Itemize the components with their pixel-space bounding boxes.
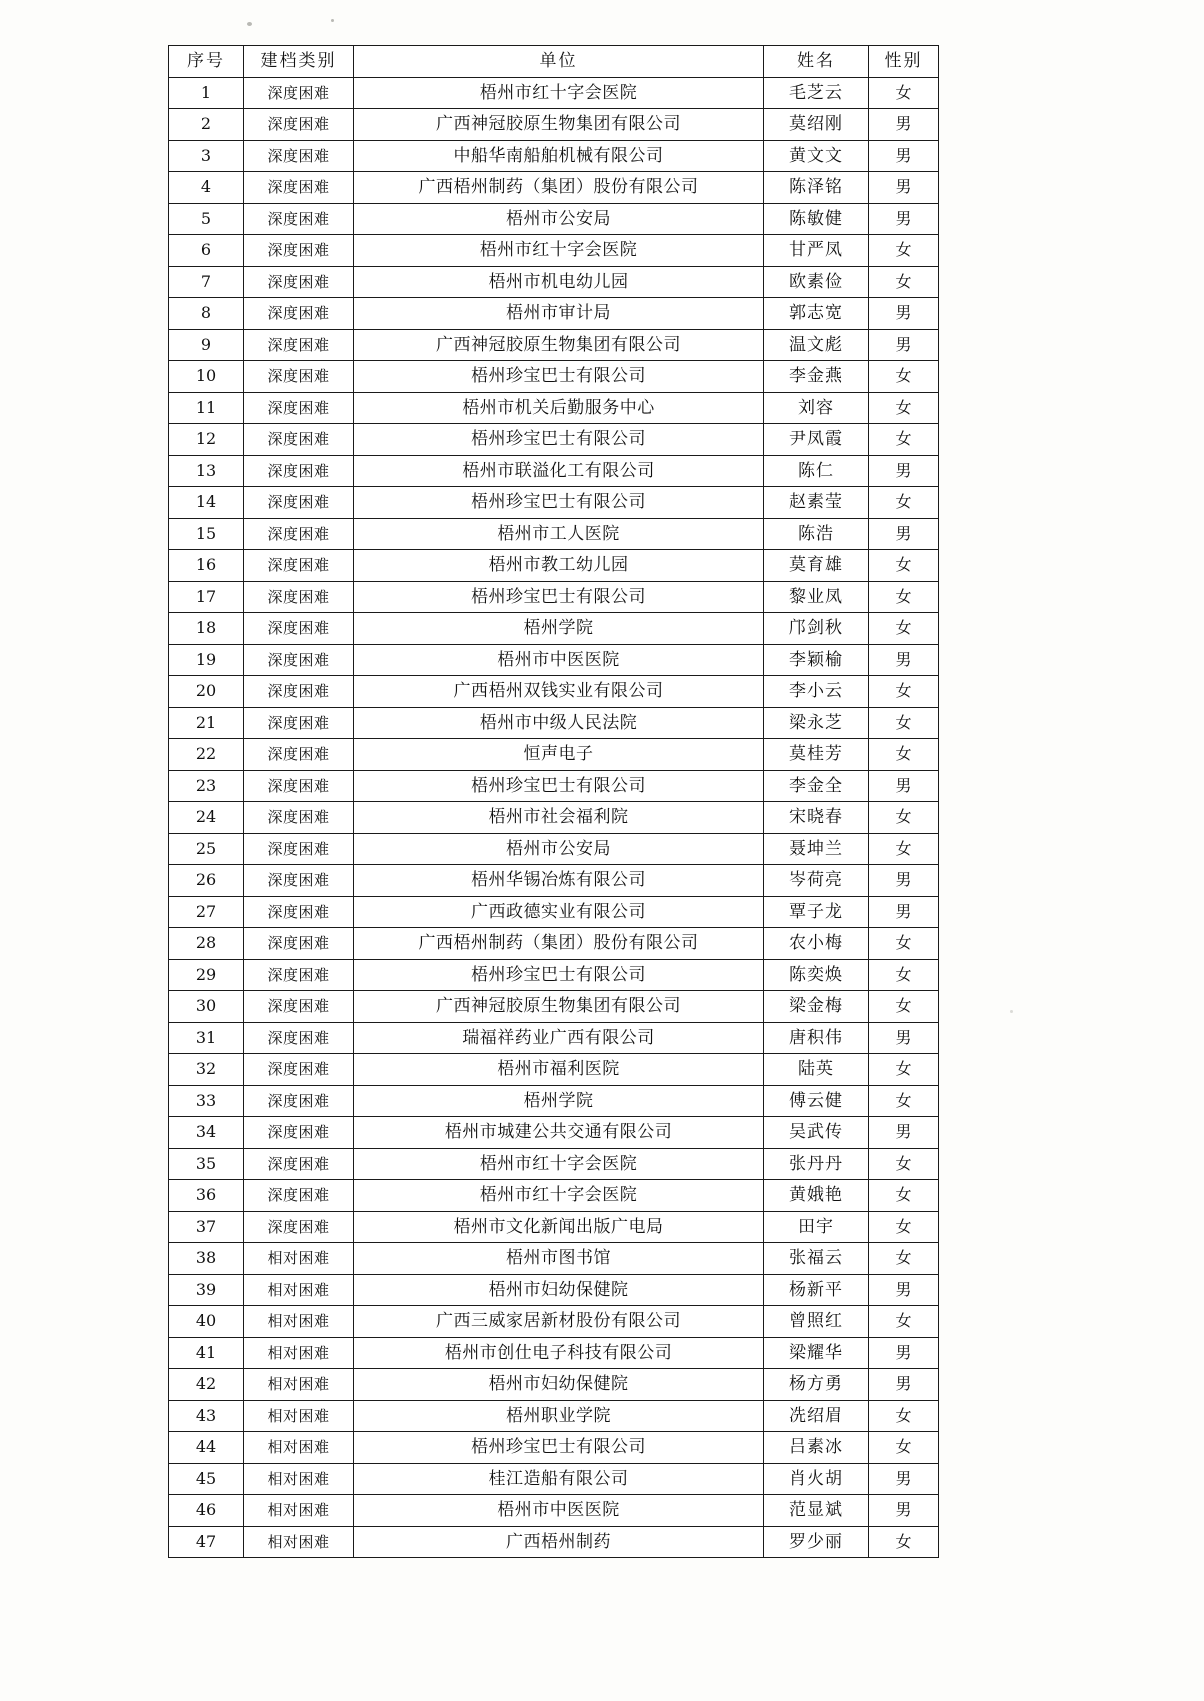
table-row xyxy=(169,1337,939,1369)
cell-category: 深度困难 xyxy=(244,298,354,330)
cell-gender: 男 xyxy=(869,1274,939,1306)
cell-name: 傅云健 xyxy=(764,1085,869,1117)
cell-index: 6 xyxy=(169,235,244,267)
cell-unit: 梧州市红十字会医院 xyxy=(354,235,764,267)
cell-unit: 梧州珍宝巴士有限公司 xyxy=(354,487,764,519)
cell-name: 甘严凤 xyxy=(764,235,869,267)
cell-name: 罗少丽 xyxy=(764,1526,869,1558)
cell-unit: 梧州学院 xyxy=(354,1085,764,1117)
cell-unit: 梧州市妇幼保健院 xyxy=(354,1274,764,1306)
roster-table xyxy=(168,45,939,1558)
cell-name: 莫桂芳 xyxy=(764,739,869,771)
table-row xyxy=(169,739,939,771)
cell-category: 相对困难 xyxy=(244,1243,354,1275)
cell-index: 32 xyxy=(169,1054,244,1086)
cell-gender: 女 xyxy=(869,1306,939,1338)
cell-unit: 梧州市机关后勤服务中心 xyxy=(354,392,764,424)
scan-speck xyxy=(1010,1010,1013,1013)
cell-name: 陈仁 xyxy=(764,455,869,487)
cell-unit: 梧州学院 xyxy=(354,613,764,645)
cell-unit: 梧州华锡冶炼有限公司 xyxy=(354,865,764,897)
cell-unit: 梧州珍宝巴士有限公司 xyxy=(354,770,764,802)
cell-name: 陈奕焕 xyxy=(764,959,869,991)
table-row xyxy=(169,298,939,330)
cell-category: 深度困难 xyxy=(244,581,354,613)
cell-index: 42 xyxy=(169,1369,244,1401)
cell-unit: 恒声电子 xyxy=(354,739,764,771)
cell-unit: 广西梧州制药 xyxy=(354,1526,764,1558)
cell-gender: 女 xyxy=(869,707,939,739)
cell-index: 9 xyxy=(169,329,244,361)
cell-name: 赵素莹 xyxy=(764,487,869,519)
table-row xyxy=(169,833,939,865)
cell-index: 17 xyxy=(169,581,244,613)
table-row xyxy=(169,1400,939,1432)
cell-unit: 广西政德实业有限公司 xyxy=(354,896,764,928)
cell-gender: 男 xyxy=(869,1117,939,1149)
cell-category: 深度困难 xyxy=(244,235,354,267)
table-row xyxy=(169,109,939,141)
table-body xyxy=(169,77,939,1558)
cell-index: 22 xyxy=(169,739,244,771)
cell-name: 张丹丹 xyxy=(764,1148,869,1180)
cell-gender: 女 xyxy=(869,77,939,109)
cell-category: 深度困难 xyxy=(244,550,354,582)
table-row xyxy=(169,1306,939,1338)
cell-gender: 男 xyxy=(869,455,939,487)
cell-unit: 梧州市中医医院 xyxy=(354,1495,764,1527)
cell-index: 44 xyxy=(169,1432,244,1464)
table-row xyxy=(169,1054,939,1086)
table-row xyxy=(169,1180,939,1212)
cell-unit: 梧州市中医医院 xyxy=(354,644,764,676)
table-row xyxy=(169,802,939,834)
cell-category: 深度困难 xyxy=(244,896,354,928)
cell-category: 深度困难 xyxy=(244,1180,354,1212)
table-row xyxy=(169,487,939,519)
table-row xyxy=(169,140,939,172)
cell-name: 岑荷亮 xyxy=(764,865,869,897)
scan-speck xyxy=(331,19,334,22)
cell-name: 莫绍刚 xyxy=(764,109,869,141)
cell-index: 26 xyxy=(169,865,244,897)
table-row xyxy=(169,77,939,109)
cell-unit: 梧州市红十字会医院 xyxy=(354,77,764,109)
cell-unit: 梧州市红十字会医院 xyxy=(354,1148,764,1180)
cell-index: 18 xyxy=(169,613,244,645)
cell-name: 曾照红 xyxy=(764,1306,869,1338)
cell-category: 相对困难 xyxy=(244,1495,354,1527)
table-row xyxy=(169,172,939,204)
cell-gender: 男 xyxy=(869,203,939,235)
cell-unit: 梧州市福利医院 xyxy=(354,1054,764,1086)
column-header-category: 建档类别 xyxy=(244,46,354,78)
table-row xyxy=(169,613,939,645)
cell-gender: 女 xyxy=(869,1432,939,1464)
cell-name: 尹凤霞 xyxy=(764,424,869,456)
cell-category: 深度困难 xyxy=(244,833,354,865)
cell-name: 杨新平 xyxy=(764,1274,869,1306)
cell-category: 深度困难 xyxy=(244,991,354,1023)
cell-gender: 男 xyxy=(869,1337,939,1369)
cell-gender: 女 xyxy=(869,1526,939,1558)
cell-gender: 女 xyxy=(869,739,939,771)
cell-gender: 女 xyxy=(869,392,939,424)
table-row xyxy=(169,1211,939,1243)
cell-unit: 桂江造船有限公司 xyxy=(354,1463,764,1495)
table-row xyxy=(169,424,939,456)
cell-gender: 女 xyxy=(869,613,939,645)
cell-gender: 男 xyxy=(869,1495,939,1527)
table-row xyxy=(169,1274,939,1306)
table-row xyxy=(169,865,939,897)
cell-index: 36 xyxy=(169,1180,244,1212)
cell-index: 14 xyxy=(169,487,244,519)
cell-gender: 男 xyxy=(869,109,939,141)
table-row xyxy=(169,1495,939,1527)
cell-gender: 男 xyxy=(869,896,939,928)
cell-category: 深度困难 xyxy=(244,77,354,109)
cell-index: 19 xyxy=(169,644,244,676)
cell-name: 温文彪 xyxy=(764,329,869,361)
cell-index: 2 xyxy=(169,109,244,141)
cell-category: 深度困难 xyxy=(244,487,354,519)
cell-name: 范显斌 xyxy=(764,1495,869,1527)
cell-category: 深度困难 xyxy=(244,455,354,487)
cell-category: 深度困难 xyxy=(244,802,354,834)
cell-index: 43 xyxy=(169,1400,244,1432)
table-row xyxy=(169,770,939,802)
cell-gender: 女 xyxy=(869,487,939,519)
cell-unit: 广西梧州制药（集团）股份有限公司 xyxy=(354,928,764,960)
cell-name: 田宇 xyxy=(764,1211,869,1243)
scan-speck xyxy=(247,22,252,26)
cell-index: 11 xyxy=(169,392,244,424)
table-header xyxy=(169,46,939,78)
cell-name: 李小云 xyxy=(764,676,869,708)
cell-category: 深度困难 xyxy=(244,1022,354,1054)
cell-unit: 梧州市城建公共交通有限公司 xyxy=(354,1117,764,1149)
cell-unit: 梧州珍宝巴士有限公司 xyxy=(354,581,764,613)
column-header-name: 姓名 xyxy=(764,46,869,78)
table-row xyxy=(169,550,939,582)
cell-index: 23 xyxy=(169,770,244,802)
cell-gender: 女 xyxy=(869,833,939,865)
cell-name: 覃子龙 xyxy=(764,896,869,928)
cell-name: 冼绍眉 xyxy=(764,1400,869,1432)
cell-index: 29 xyxy=(169,959,244,991)
cell-index: 31 xyxy=(169,1022,244,1054)
cell-index: 1 xyxy=(169,77,244,109)
cell-index: 24 xyxy=(169,802,244,834)
cell-unit: 广西梧州双钱实业有限公司 xyxy=(354,676,764,708)
cell-gender: 男 xyxy=(869,1369,939,1401)
cell-name: 黄文文 xyxy=(764,140,869,172)
cell-name: 聂坤兰 xyxy=(764,833,869,865)
cell-unit: 梧州市公安局 xyxy=(354,203,764,235)
cell-index: 15 xyxy=(169,518,244,550)
table-row xyxy=(169,455,939,487)
cell-index: 3 xyxy=(169,140,244,172)
column-header-gender: 性别 xyxy=(869,46,939,78)
cell-name: 杨方勇 xyxy=(764,1369,869,1401)
table-row xyxy=(169,959,939,991)
cell-unit: 广西神冠胶原生物集团有限公司 xyxy=(354,109,764,141)
cell-index: 10 xyxy=(169,361,244,393)
cell-name: 李金全 xyxy=(764,770,869,802)
cell-unit: 梧州市红十字会医院 xyxy=(354,1180,764,1212)
table-row xyxy=(169,1463,939,1495)
cell-name: 吕素冰 xyxy=(764,1432,869,1464)
cell-category: 相对困难 xyxy=(244,1526,354,1558)
cell-gender: 男 xyxy=(869,770,939,802)
table-row xyxy=(169,581,939,613)
cell-category: 深度困难 xyxy=(244,770,354,802)
cell-category: 相对困难 xyxy=(244,1306,354,1338)
cell-gender: 女 xyxy=(869,1400,939,1432)
cell-category: 相对困难 xyxy=(244,1274,354,1306)
cell-index: 37 xyxy=(169,1211,244,1243)
cell-index: 33 xyxy=(169,1085,244,1117)
cell-gender: 男 xyxy=(869,518,939,550)
cell-name: 梁耀华 xyxy=(764,1337,869,1369)
cell-category: 深度困难 xyxy=(244,928,354,960)
cell-name: 吴武传 xyxy=(764,1117,869,1149)
table-row xyxy=(169,707,939,739)
cell-unit: 梧州市社会福利院 xyxy=(354,802,764,834)
cell-unit: 梧州珍宝巴士有限公司 xyxy=(354,424,764,456)
cell-category: 深度困难 xyxy=(244,361,354,393)
cell-unit: 梧州珍宝巴士有限公司 xyxy=(354,361,764,393)
table-row xyxy=(169,235,939,267)
cell-index: 7 xyxy=(169,266,244,298)
cell-category: 深度困难 xyxy=(244,518,354,550)
table-row xyxy=(169,1243,939,1275)
cell-name: 陆英 xyxy=(764,1054,869,1086)
cell-category: 深度困难 xyxy=(244,865,354,897)
cell-name: 黄娥艳 xyxy=(764,1180,869,1212)
cell-name: 宋晓春 xyxy=(764,802,869,834)
cell-gender: 女 xyxy=(869,1211,939,1243)
cell-category: 相对困难 xyxy=(244,1400,354,1432)
cell-unit: 梧州市公安局 xyxy=(354,833,764,865)
table-row xyxy=(169,644,939,676)
cell-name: 唐积伟 xyxy=(764,1022,869,1054)
cell-gender: 女 xyxy=(869,802,939,834)
cell-index: 5 xyxy=(169,203,244,235)
cell-gender: 男 xyxy=(869,1463,939,1495)
table-row xyxy=(169,329,939,361)
cell-category: 深度困难 xyxy=(244,424,354,456)
cell-gender: 女 xyxy=(869,1148,939,1180)
table-row xyxy=(169,1022,939,1054)
table-row xyxy=(169,1148,939,1180)
cell-category: 深度困难 xyxy=(244,707,354,739)
cell-category: 深度困难 xyxy=(244,613,354,645)
cell-name: 莫育雄 xyxy=(764,550,869,582)
cell-index: 34 xyxy=(169,1117,244,1149)
cell-name: 梁金梅 xyxy=(764,991,869,1023)
cell-unit: 梧州市文化新闻出版广电局 xyxy=(354,1211,764,1243)
table-row xyxy=(169,361,939,393)
cell-gender: 女 xyxy=(869,266,939,298)
cell-gender: 男 xyxy=(869,644,939,676)
cell-gender: 男 xyxy=(869,298,939,330)
table-row xyxy=(169,991,939,1023)
cell-index: 8 xyxy=(169,298,244,330)
cell-unit: 瑞福祥药业广西有限公司 xyxy=(354,1022,764,1054)
cell-category: 深度困难 xyxy=(244,1054,354,1086)
cell-gender: 女 xyxy=(869,361,939,393)
cell-unit: 梧州珍宝巴士有限公司 xyxy=(354,1432,764,1464)
cell-index: 39 xyxy=(169,1274,244,1306)
table-row xyxy=(169,928,939,960)
cell-name: 李颖榆 xyxy=(764,644,869,676)
cell-category: 深度困难 xyxy=(244,1117,354,1149)
cell-unit: 梧州职业学院 xyxy=(354,1400,764,1432)
cell-name: 黎业凤 xyxy=(764,581,869,613)
table-header-row xyxy=(169,46,939,78)
cell-index: 28 xyxy=(169,928,244,960)
cell-category: 深度困难 xyxy=(244,392,354,424)
cell-unit: 梧州市联溢化工有限公司 xyxy=(354,455,764,487)
cell-category: 深度困难 xyxy=(244,266,354,298)
cell-gender: 女 xyxy=(869,581,939,613)
cell-index: 38 xyxy=(169,1243,244,1275)
cell-category: 相对困难 xyxy=(244,1337,354,1369)
cell-name: 刘容 xyxy=(764,392,869,424)
cell-gender: 女 xyxy=(869,235,939,267)
column-header-unit: 单位 xyxy=(354,46,764,78)
cell-unit: 梧州市教工幼儿园 xyxy=(354,550,764,582)
table-row xyxy=(169,896,939,928)
cell-name: 李金燕 xyxy=(764,361,869,393)
cell-name: 张福云 xyxy=(764,1243,869,1275)
cell-index: 16 xyxy=(169,550,244,582)
cell-index: 4 xyxy=(169,172,244,204)
cell-gender: 男 xyxy=(869,865,939,897)
cell-index: 27 xyxy=(169,896,244,928)
cell-unit: 梧州市图书馆 xyxy=(354,1243,764,1275)
column-header-index: 序号 xyxy=(169,46,244,78)
cell-unit: 梧州市机电幼儿园 xyxy=(354,266,764,298)
cell-name: 陈泽铭 xyxy=(764,172,869,204)
table-row xyxy=(169,676,939,708)
cell-unit: 中船华南船舶机械有限公司 xyxy=(354,140,764,172)
table-row xyxy=(169,266,939,298)
cell-gender: 男 xyxy=(869,329,939,361)
cell-gender: 男 xyxy=(869,1022,939,1054)
cell-index: 20 xyxy=(169,676,244,708)
cell-unit: 梧州市审计局 xyxy=(354,298,764,330)
cell-unit: 梧州市妇幼保健院 xyxy=(354,1369,764,1401)
cell-category: 深度困难 xyxy=(244,1148,354,1180)
cell-index: 41 xyxy=(169,1337,244,1369)
cell-gender: 女 xyxy=(869,1085,939,1117)
cell-index: 12 xyxy=(169,424,244,456)
cell-index: 46 xyxy=(169,1495,244,1527)
cell-category: 相对困难 xyxy=(244,1463,354,1495)
cell-name: 邝剑秋 xyxy=(764,613,869,645)
cell-category: 相对困难 xyxy=(244,1369,354,1401)
cell-unit: 梧州市工人医院 xyxy=(354,518,764,550)
table-row xyxy=(169,392,939,424)
table-row xyxy=(169,1117,939,1149)
cell-name: 农小梅 xyxy=(764,928,869,960)
table-row xyxy=(169,203,939,235)
cell-index: 45 xyxy=(169,1463,244,1495)
table-row xyxy=(169,1085,939,1117)
cell-unit: 广西神冠胶原生物集团有限公司 xyxy=(354,991,764,1023)
cell-unit: 广西三威家居新材股份有限公司 xyxy=(354,1306,764,1338)
cell-category: 深度困难 xyxy=(244,959,354,991)
cell-gender: 男 xyxy=(869,172,939,204)
cell-category: 相对困难 xyxy=(244,1432,354,1464)
cell-gender: 女 xyxy=(869,991,939,1023)
cell-category: 深度困难 xyxy=(244,329,354,361)
table-row xyxy=(169,1369,939,1401)
cell-unit: 梧州市创仕电子科技有限公司 xyxy=(354,1337,764,1369)
cell-index: 13 xyxy=(169,455,244,487)
cell-category: 深度困难 xyxy=(244,109,354,141)
cell-category: 深度困难 xyxy=(244,739,354,771)
cell-gender: 女 xyxy=(869,959,939,991)
cell-name: 肖火胡 xyxy=(764,1463,869,1495)
cell-index: 40 xyxy=(169,1306,244,1338)
cell-unit: 广西梧州制药（集团）股份有限公司 xyxy=(354,172,764,204)
cell-unit: 梧州市中级人民法院 xyxy=(354,707,764,739)
cell-index: 21 xyxy=(169,707,244,739)
roster-table-container xyxy=(168,45,938,1558)
cell-category: 深度困难 xyxy=(244,1085,354,1117)
cell-unit: 梧州珍宝巴士有限公司 xyxy=(354,959,764,991)
cell-unit: 广西神冠胶原生物集团有限公司 xyxy=(354,329,764,361)
cell-name: 梁永芝 xyxy=(764,707,869,739)
cell-name: 郭志宽 xyxy=(764,298,869,330)
cell-name: 陈浩 xyxy=(764,518,869,550)
cell-gender: 女 xyxy=(869,928,939,960)
cell-category: 深度困难 xyxy=(244,172,354,204)
cell-index: 30 xyxy=(169,991,244,1023)
cell-category: 深度困难 xyxy=(244,644,354,676)
cell-name: 陈敏健 xyxy=(764,203,869,235)
cell-category: 深度困难 xyxy=(244,676,354,708)
cell-index: 25 xyxy=(169,833,244,865)
cell-index: 47 xyxy=(169,1526,244,1558)
cell-gender: 女 xyxy=(869,1054,939,1086)
cell-category: 深度困难 xyxy=(244,1211,354,1243)
cell-gender: 女 xyxy=(869,1180,939,1212)
cell-category: 深度困难 xyxy=(244,203,354,235)
cell-gender: 女 xyxy=(869,424,939,456)
cell-category: 深度困难 xyxy=(244,140,354,172)
cell-gender: 女 xyxy=(869,1243,939,1275)
cell-gender: 男 xyxy=(869,140,939,172)
cell-name: 毛芝云 xyxy=(764,77,869,109)
table-row xyxy=(169,518,939,550)
cell-name: 欧素俭 xyxy=(764,266,869,298)
cell-index: 35 xyxy=(169,1148,244,1180)
table-row xyxy=(169,1526,939,1558)
cell-gender: 女 xyxy=(869,676,939,708)
table-row xyxy=(169,1432,939,1464)
cell-gender: 女 xyxy=(869,550,939,582)
